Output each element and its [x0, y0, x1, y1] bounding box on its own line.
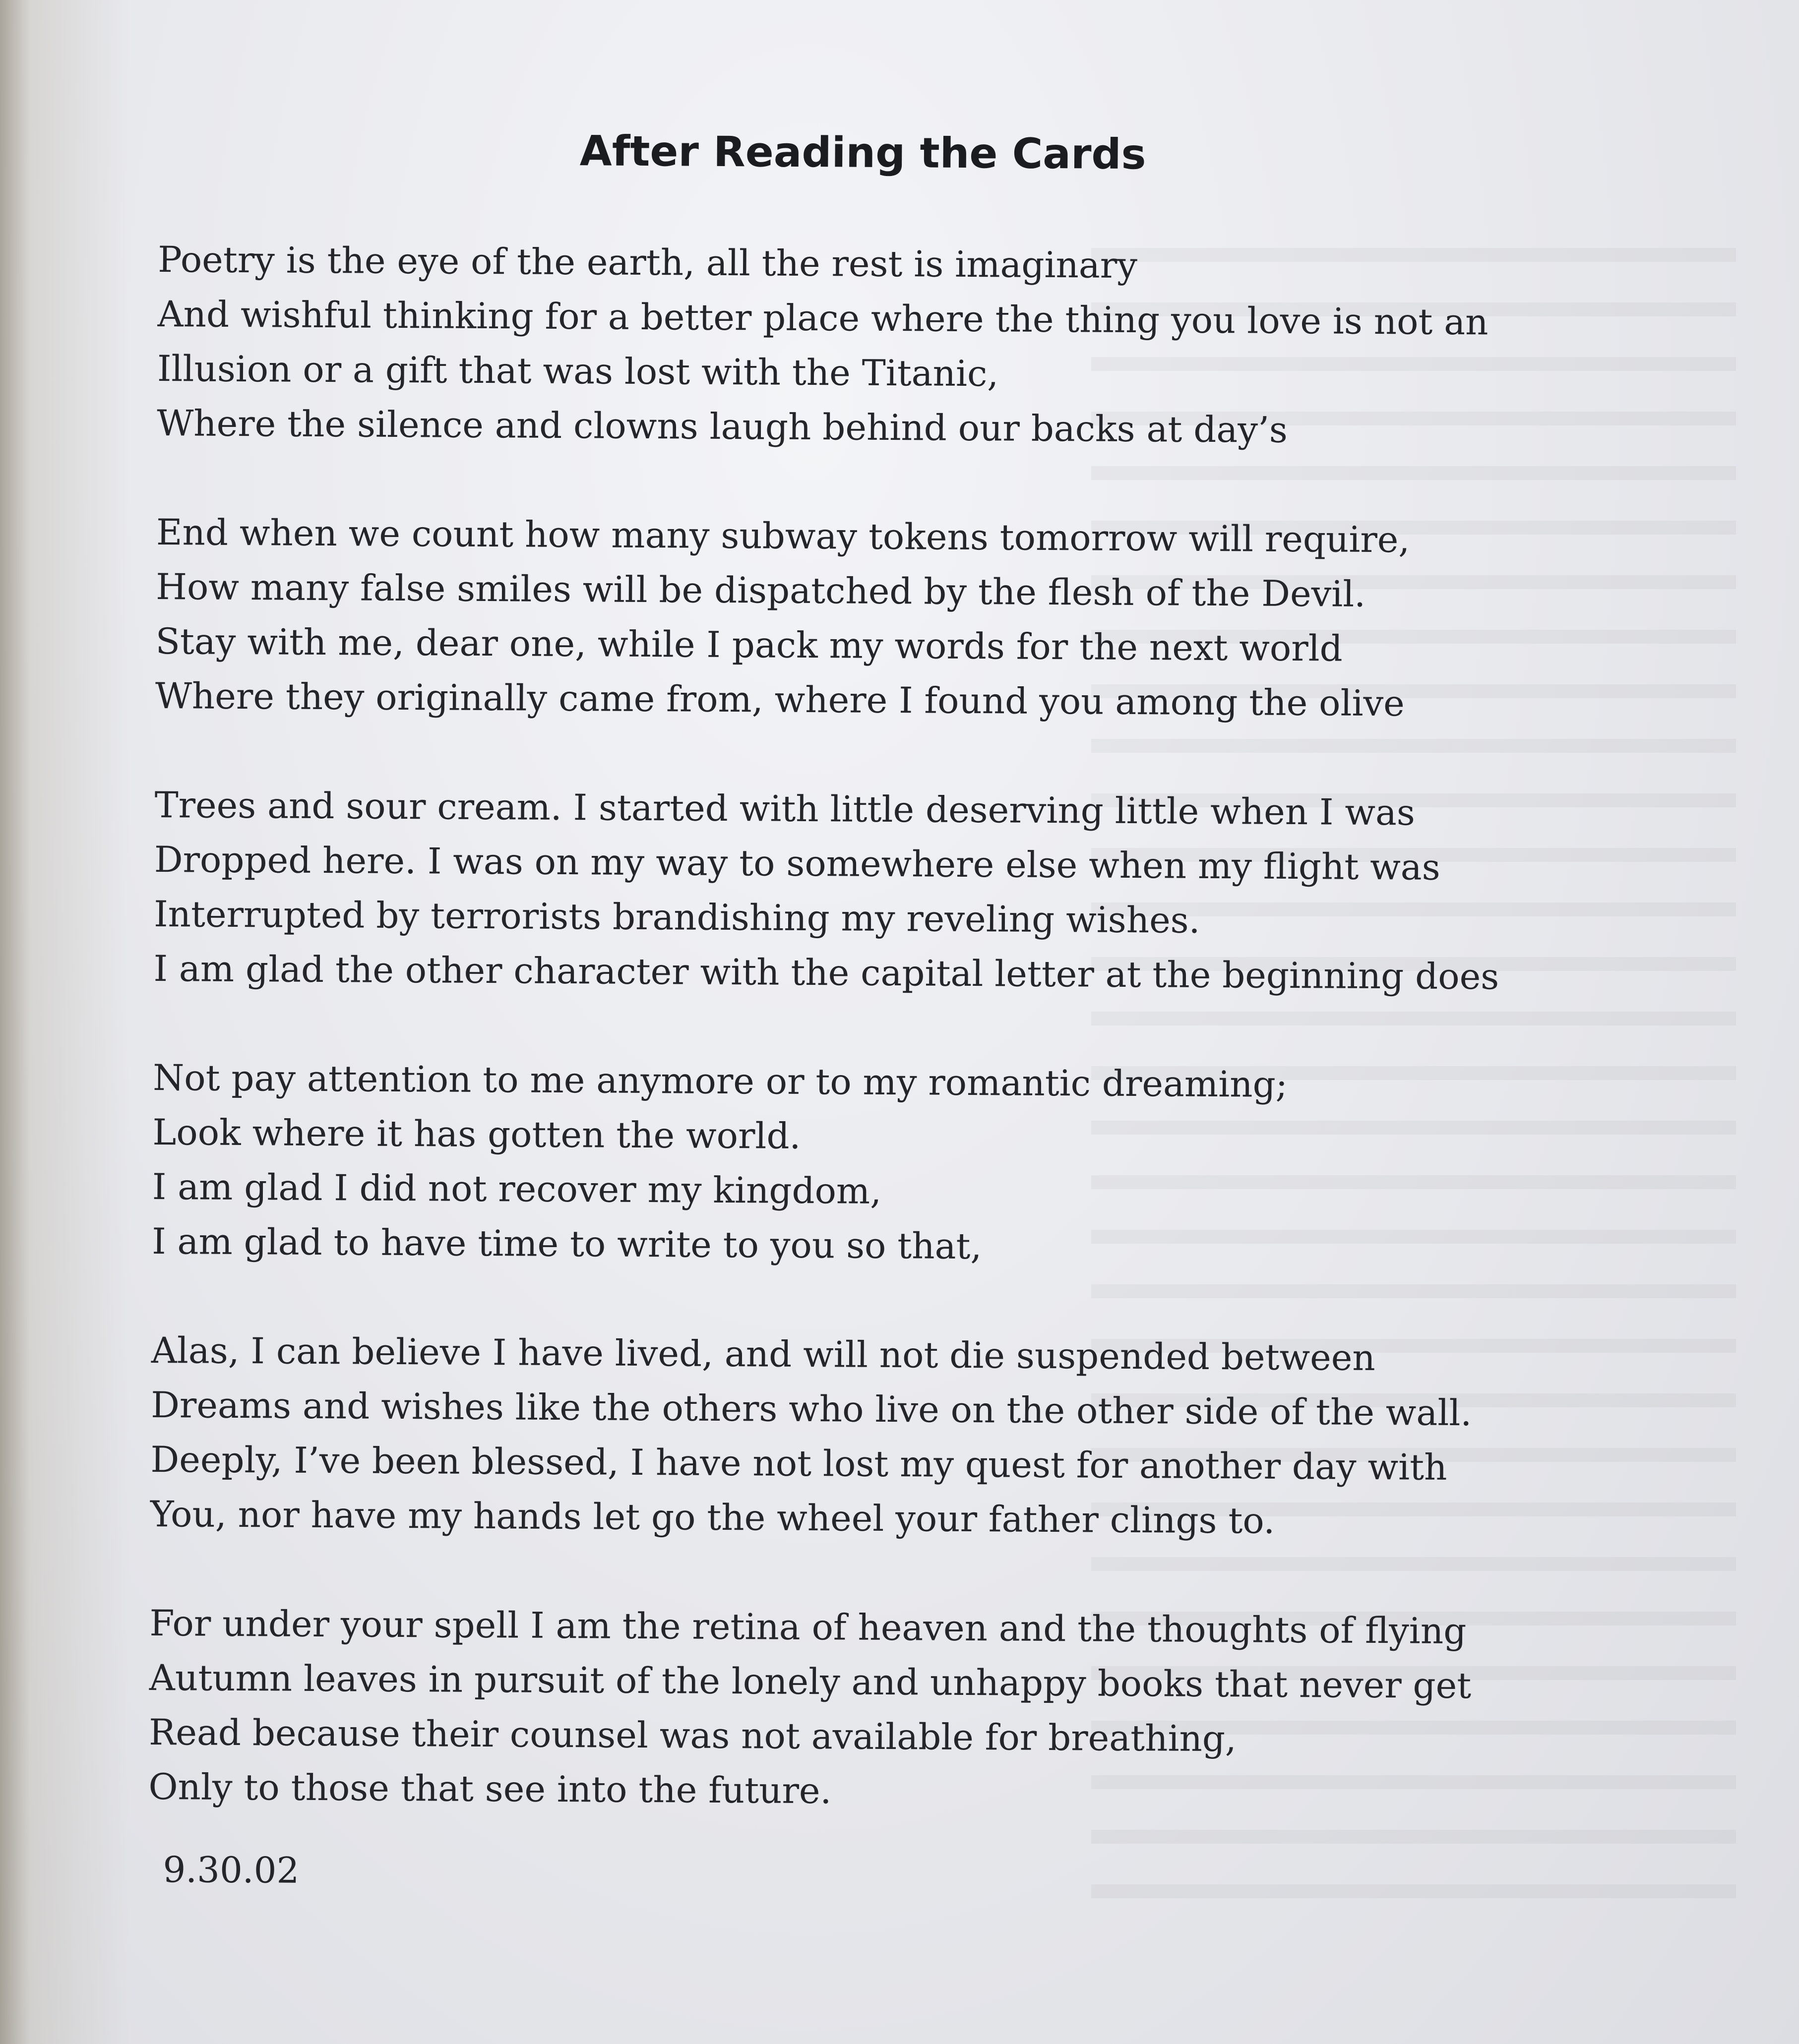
stanza-2	[155, 505, 1546, 731]
poem-line: I am glad I did not recover my kingdom,	[152, 1165, 882, 1212]
poem-line: Look where it has gotten the world.	[152, 1111, 801, 1157]
poem-line: Alas, I can believe I have lived, and will not die suspended between	[151, 1329, 1376, 1379]
poem-line: Only to those that see into the future.	[148, 1765, 832, 1812]
poem-line: For under your spell I am the retina of heaven and the thoughts of flying	[149, 1602, 1467, 1652]
poem-line: Poetry is the eye of the earth, all the rest is imaginary	[158, 238, 1138, 287]
stanza-1	[157, 232, 1547, 459]
poem-line: Deeply, I’ve been blessed, I have not lost my quest for another day with	[150, 1438, 1447, 1488]
poem-line: Where the silence and clowns laugh behind our backs at day’s	[157, 402, 1288, 451]
poem-line: Not pay attention to me anymore or to my romantic dreaming;	[152, 1056, 1288, 1105]
poem-line: Where they originally came from, where I found you among the olive	[155, 674, 1405, 724]
poem-line: Illusion or a gift that was lost with the Titanic,	[157, 347, 999, 395]
poem-line: And wishful thinking for a better place where the thing you love is not an	[157, 293, 1489, 343]
stanza-3	[153, 778, 1544, 1004]
poem-block	[148, 124, 1548, 1899]
poem-line: Autumn leaves in pursuit of the lonely and unhappy books that never get	[149, 1656, 1472, 1707]
poem-line: I am glad the other character with the capital letter at the beginning does	[153, 947, 1499, 998]
poem-line: End when we count how many subway tokens tomorrow will require,	[156, 511, 1410, 561]
stanza-4	[152, 1050, 1542, 1277]
poem-line: Stay with me, dear one, while I pack my words for the next world	[155, 620, 1343, 669]
poem-line: I am glad to have time to write to you so that,	[151, 1220, 982, 1267]
poem-line: Dropped here. I was on my way to somewhere else when my flight was	[154, 838, 1440, 888]
poem-title: After Reading the Cards	[579, 126, 1146, 179]
poem-line: How many false smiles will be dispatched by the flesh of the Devil.	[156, 565, 1366, 615]
poem-line: Trees and sour cream. I started with little deserving little when I was	[154, 783, 1416, 834]
stanza-5	[150, 1323, 1541, 1550]
stanza-6	[148, 1596, 1539, 1822]
poem-date: 9.30.02	[163, 1849, 300, 1891]
poem-line: Interrupted by terrorists brandishing my reveling wishes.	[154, 893, 1200, 941]
poem-line: You, nor have my hands let go the wheel your father clings to.	[150, 1493, 1275, 1542]
poem-body	[148, 232, 1547, 1822]
poem-line: Dreams and wishes like the others who live on the other side of the wall.	[150, 1383, 1472, 1434]
poem-line: Read because their counsel was not available for breathing,	[148, 1711, 1237, 1760]
